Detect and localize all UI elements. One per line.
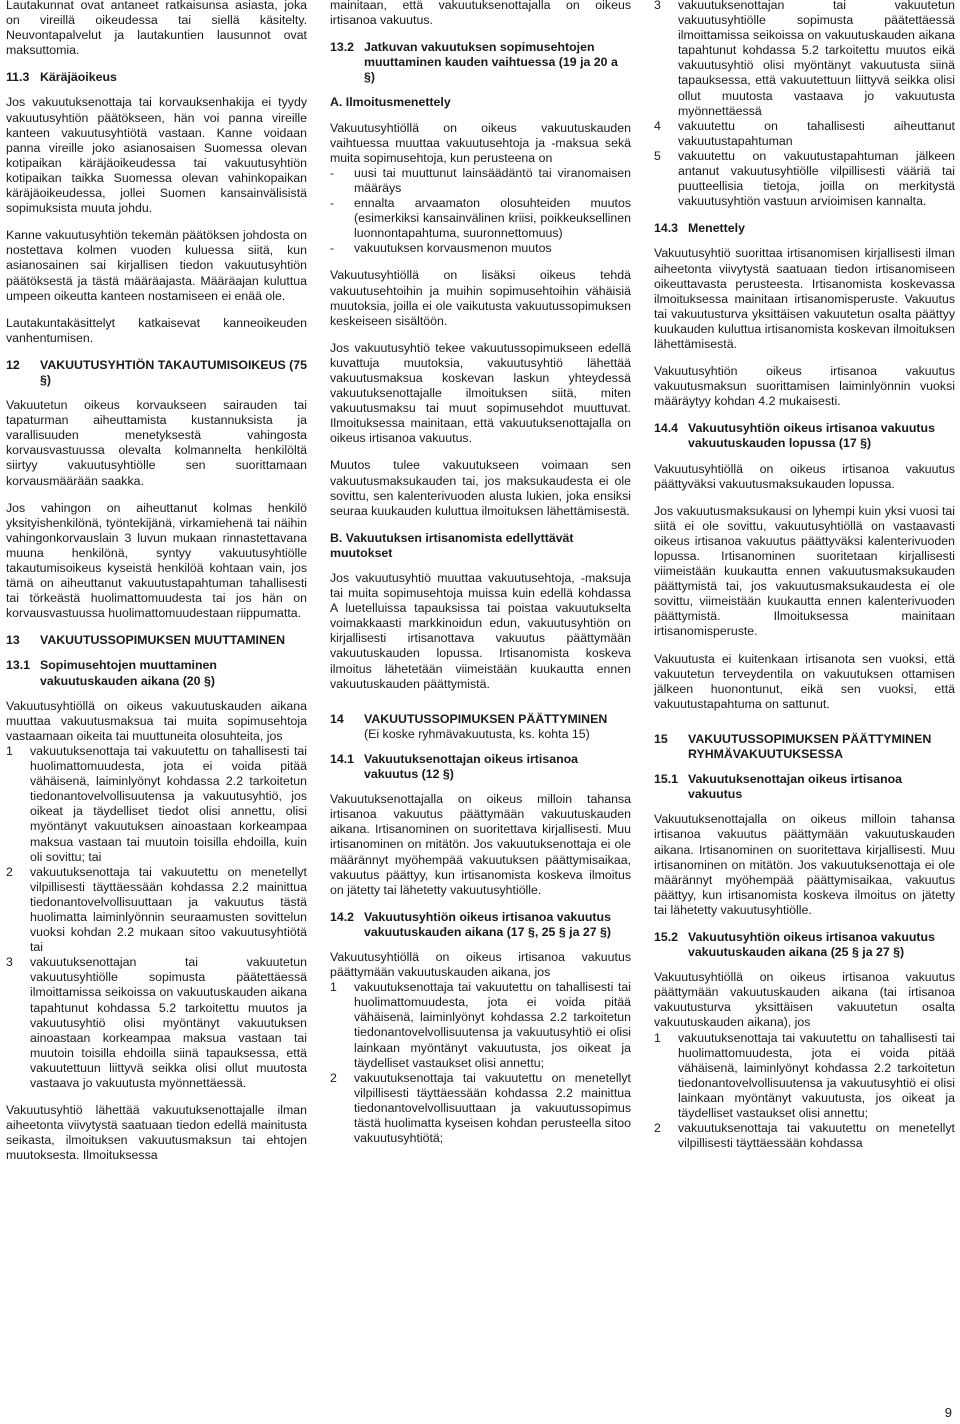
paragraph: Lautakunnat ovat antaneet ratkaisunsa asiasta, joka on vireillä oikeudessa tai siellä käsitelty. Neuvontapalvelut ja lautakuntien lausunnot ovat maksuttomia.	[6, 0, 307, 58]
section-number: 11.3	[6, 70, 30, 85]
section-number: 13.2	[330, 40, 355, 55]
section-title: Sopimusehtojen muuttaminen vakuutuskauden aikana (20 §)	[40, 658, 217, 688]
section-heading-13-1	[6, 658, 307, 688]
paragraph: Vakuutusyhtiöllä on oikeus vakuutuskauden vaihtuessa muuttaa vakuutusehtoja ja -maksua sekä muita sopimusehtoja, kun perusteena on	[330, 120, 631, 165]
paragraph: Vakuutusyhtiöllä on oikeus vakuutuskauden aikana muuttaa vakuutusmaksua tai muita sopimusehtoja vastaamaan oikeita tai muuttuneita olosuhteita, jos	[6, 698, 307, 743]
section-title: Vakuutusyhtiön oikeus irtisanoa vakuutus vakuutuskauden lopussa (17 §)	[688, 421, 935, 451]
paragraph: Vakuutusyhtiö lähettää vakuutuksenottajalle ilman aiheetonta viivytystä saatuaan tiedon edellä mainitusta seikasta, ilmoituksen vakuutusmaksun tai ehtojen muutoksesta. Ilmoituksessa	[6, 1103, 307, 1163]
list-item	[654, 119, 955, 149]
paragraph: Vakuutusyhtiöllä on oikeus irtisanoa vakuutus päättymään vakuutuskauden aikana, jos	[330, 949, 631, 980]
list-text: vakuutuksenottaja tai vakuutettu on tahallisesti tai huolimattomuudesta, jota ei voida pitää vähäisenä, laiminlyönyt kohdassa 2.2 tarkoitetun tiedonantovelvollisuutensa ja vakuutusyhtiö, jos oikeat ja täydelliset tiedot olisi annettu, olisi myöntänyt vakuutuksen ainoastaan korkeampaa maksua vastaan tai muutoin toisilla ehdoilla, kuin oli sovittu; tai	[30, 743, 307, 864]
list-text: vakuutettu on vakuutustapahtuman jälkeen antanut vakuutusyhtiölle vilpillisesti vääriä tai puutteellisia tietoja, joilla on merkitystä vakuutusyhtiön vastuun arvioimisen kannalta.	[678, 148, 955, 209]
list-item	[6, 865, 307, 956]
section-title: VAKUUTUSSOPIMUKSEN PÄÄTTYMINEN	[364, 711, 608, 726]
list-marker: 4	[654, 118, 661, 133]
list-item	[654, 1121, 955, 1151]
list-text: vakuutuksenottaja tai vakuutettu on tahallisesti tai huolimattomuudesta, jota ei voida pitää vähäisenä, laiminlyönyt kohdassa 2.2 tarkoitetun tiedonantovelvollisuutensa ja vakuutusyhtiö ei olisi lainkaan myöntänyt vakuutusta, jos oikeat ja täydelliset vastaukset olisi annettu;	[678, 1030, 955, 1120]
section-number: 12	[6, 357, 20, 372]
list-marker: -	[330, 165, 335, 180]
list-item	[330, 980, 631, 1071]
section-title: Käräjäoikeus	[40, 70, 117, 85]
section-number: 14	[330, 711, 344, 726]
paragraph: Jos vahingon on aiheuttanut kolmas henkilö yksityishenkilönä, työntekijänä, virkamiehenä tai näihin vahingonkorvauslain 3 luvun mukaan rinnastettavana muuna henkilönä, syntyy vakuutusyhtiölle takautumisoikeus kyseistä henkilöä kohtaan vain, jos tämä on aiheuttanut vakuutustapahtuman tahallisesti tai törkeästä huolimattomuudesta tai jos hän on korvausvastuussa huolimattomuudestaan riippumatta.	[6, 500, 307, 621]
list-text: vakuutuksenottaja tai vakuutettu on menetellyt vilpillisesti täyttäessään kohdassa 2.2 mainittua tiedonantovelvollisuuttaan ja vakuutus tästä huolimatta laiminlyönnin seuraamusten sovittelun vuoksi kohdan 2.2 mukaan sitoo vakuutusyhtiötä tai	[30, 864, 307, 955]
paragraph: Vakuutusyhtiöllä on oikeus irtisanoa vakuutus päättyväksi vakuutusmaksukauden lopussa.	[654, 461, 955, 491]
section-number: 14.2	[330, 909, 355, 924]
section-number: 14.3	[654, 221, 679, 236]
paragraph: Vakuutuksenottajalla on oikeus milloin tahansa irtisanoa vakuutus päättymään vakuutuskauden aikana. Irtisanominen on suoritettava kirjallisesti. Muu irtisanominen on mitätön. Jos vakuutuksenottaja ei ole määrännyt myöhempää vakuutuksen päättymisaikaa, vakuutus päättyy, kun irtisanomista koskeva ilmoitus on jätetty tai lähetetty vakuutusyhtiölle.	[330, 792, 631, 897]
paragraph: Jos vakuutusmaksukausi on lyhempi kuin yksi vuosi tai siitä ei ole sovittu, vakuutusyhtiöllä on vastaavasti oikeus irtisanoa vakuutus päättyväksi kalenterivuoden lopussa. Irtisanominen suoritetaan kirjallisesti viimeistään kuukautta ennen vakuutusmaksukauden päättymistä tai, jos vakuutusmaksukaudesta ei ole sovittu, viimeistään kuukautta ennen kalenterivuoden päättymistä. Ilmoituksessa mainitaan irtisanomisperuste.	[654, 503, 955, 639]
list-item	[330, 166, 631, 196]
section-number: 14.1	[330, 751, 355, 766]
column-1	[6, 0, 307, 1175]
section-title: VAKUUTUSSOPIMUKSEN PÄÄTTYMINEN RYHMÄVAKUUTUKSESSA	[688, 731, 932, 762]
section-title: VAKUUTUSYHTIÖN TAKAUTUMISOIKEUS (75 §)	[40, 357, 307, 387]
paragraph: mainitaan, että vakuutuksenottajalla on oikeus irtisanoa vakuutus.	[330, 0, 631, 28]
list-marker: 3	[6, 955, 13, 970]
section-heading-15-2	[654, 930, 955, 960]
list-text: vakuutuksenottaja tai vakuutettu on menetellyt vilpillisesti täyttäessään kohdassa 2.2 mainittua tiedonantovelvollisuuttaan ja vakuutussopimus tästä huolimatta kyseisen kohdan perusteella sitoo vakuutusyhtiötä;	[354, 1070, 631, 1146]
list-item	[330, 196, 631, 241]
list-marker: 2	[6, 864, 13, 879]
list-text: vakuutuksenottaja tai vakuutettu on menetellyt vilpillisesti täyttäessään kohdassa	[678, 1121, 955, 1151]
page-number: 9	[944, 1405, 952, 1420]
list-marker: 2	[330, 1070, 337, 1085]
section-heading-14-4	[654, 421, 955, 451]
section-number: 15	[654, 731, 668, 746]
numbered-list	[654, 0, 955, 209]
paragraph: Vakuutusyhtiö suorittaa irtisanomisen kirjallisesti ilman aiheetonta viivytystä saatuaan tiedon irtisanomiseen oikeuttavasta perusteesta. Irtisanomista koskevassa ilmoituksessa mainitaan irtisanomisperuste. Vakuutus tai vakuutusturva yksittäisen vakuutetun osalta päättyy kuukauden kuluttua irtisanomista koskevan ilmoituksen lähettämisestä.	[654, 246, 955, 351]
list-item	[330, 1071, 631, 1146]
list-marker: 5	[654, 148, 661, 163]
list-marker: 1	[6, 743, 13, 758]
numbered-list	[654, 1031, 955, 1152]
section-heading-15	[654, 732, 955, 762]
list-text: vakuutuksen korvausmenon muutos	[354, 241, 552, 256]
paragraph: Lautakuntakäsittelyt katkaisevat kanneoikeuden vanhentumisen.	[6, 315, 307, 345]
section-title: Vakuutusyhtiön oikeus irtisanoa vakuutus vakuutuskauden aikana (25 § ja 27 §)	[688, 929, 935, 960]
paragraph: Kanne vakuutusyhtiön tekemän päätöksen johdosta on nostettava kolmen vuoden kuluessa siitä, kun asianosainen sai kirjallisen tiedon vakuutusyhtiön päätöksestä ja tästä määräajasta. Määräajan kuluttua umpeen oikeutta kanteen nostamiseen ei enää ole.	[6, 228, 307, 303]
section-heading-14	[330, 712, 631, 742]
list-item	[6, 744, 307, 865]
section-number: 15.2	[654, 929, 679, 944]
list-item	[654, 0, 955, 119]
list-text: vakuutuksenottajan tai vakuutetun vakuutusyhtiölle sopimusta päätettäessä ilmoittamissa seikoissa on vakuutuskauden aikana tapahtunut kohdassa 5.2 tarkoitettu muutos eikä vakuutusyhtiö olisi myöntänyt vakuutusta siinä tapauksessa, että vakuutettuun liittyvä seikka olisi ollut muutosta vastaava jo vakuutusta myönnettäessä	[678, 0, 955, 118]
paragraph: Vakuutusyhtiön oikeus irtisanoa vakuutus vakuutusmaksun suorittamisen laiminlyönnin vuoksi määräytyy kohdan 4.2 mukaisesti.	[654, 364, 955, 409]
list-marker: 1	[654, 1030, 661, 1045]
column-3	[654, 0, 955, 1151]
list-item	[330, 241, 631, 256]
numbered-list	[6, 744, 307, 1091]
numbered-list	[330, 980, 631, 1146]
subheading-a: A. Ilmoitusmenettely	[330, 95, 451, 110]
section-heading-14-2	[330, 910, 631, 940]
section-heading-14-3	[654, 221, 955, 236]
section-title: Vakuutuksenottajan oikeus irtisanoa vakuutus	[688, 772, 903, 802]
list-text: vakuutettu on tahallisesti aiheuttanut vakuutustapahtuman	[678, 118, 955, 148]
section-number: 15.1	[654, 772, 679, 787]
section-title: Menettely	[688, 221, 745, 236]
section-title: Vakuutusyhtiön oikeus irtisanoa vakuutus vakuutuskauden aikana (17 §, 25 § ja 27 §)	[364, 909, 612, 939]
section-number: 13.1	[6, 658, 31, 673]
column-2	[330, 0, 631, 1146]
subheading-b: B. Vakuutuksen irtisanomista edellyttävät muutokset	[330, 530, 574, 560]
list-marker: 1	[330, 980, 337, 995]
paragraph: Vakuutusta ei kuitenkaan irtisanota sen vuoksi, että vakuutetun terveydentila on vakuutuksen ottamisen jälkeen huonontunut, eikä sen vuoksi, että vakuutustapahtuma on sattunut.	[654, 651, 955, 711]
section-heading-15-1	[654, 772, 955, 802]
section-number: 14.4	[654, 421, 679, 436]
section-heading-13	[6, 633, 307, 648]
section-heading-11-3	[6, 70, 307, 85]
list-marker: -	[330, 196, 335, 211]
paragraph: Vakuutusyhtiöllä on oikeus irtisanoa vakuutus päättymään vakuutuskauden aikana (tai irtisanoa vakuutusturva yksittäisen vakuutetun osalta vakuutuskauden aikana), jos	[654, 970, 955, 1030]
paragraph: Vakuutuksenottajalla on oikeus milloin tahansa irtisanoa vakuutus päättymään vakuutuskauden aikana. Irtisanominen on suoritettava kirjallisesti. Muu irtisanominen on mitätön. Jos vakuutuksenottaja ei ole määrännyt myöhempää päättymisaikaa, vakuutus päättyy, kun irtisanomista koskeva ilmoitus on jätetty tai lähetetty vakuutusyhtiölle.	[654, 812, 955, 917]
paragraph: Jos vakuutusyhtiö muuttaa vakuutusehtoja, -maksuja tai muita sopimusehtoja muissa kuin edellä kohdassa A luetelluissa tapauksissa tai poistaa vakuutukselta voimakkaasti markkinoidun edun, vakuutusyhtiön on kirjallisesti irtisanottava vakuutus päättymään vakuutuskauden lopussa. Irtisanomista koskeva ilmoitus lähetetään viimeistään kuukautta ennen vakuutuskauden päättymistä.	[330, 571, 631, 691]
list-item	[6, 955, 307, 1091]
list-marker: 2	[654, 1121, 661, 1136]
section-number: 13	[6, 633, 20, 648]
list-marker: -	[330, 241, 335, 256]
list-text: ennalta arvaamaton olosuhteiden muutos (esimerkiksi kansainvälinen kriisi, poikkeuksellinen luonnontapahtuma, suuronnettomuus)	[354, 196, 631, 241]
paragraph: Jos vakuutuksenottaja tai korvauksenhakija ei tyydy vakuutusyhtiön päätökseen, hän voi panna vireille kanteen vakuutusyhtiötä vastaan. Kanne voidaan panna vireille joko asianosaisen Suomessa olevan kotipaikan käräjäoikeudessa tai vakuutusyhtiön kotipaikan taikka Suomessa olevan vahinkopaikan käräjäoikeudessa, jollei Suomen kansainvälisistä sopimuksista muuta johdu.	[6, 95, 307, 216]
section-title-block	[364, 712, 631, 742]
list-text: vakuutuksenottajan tai vakuutetun vakuutusyhtiölle sopimusta päätettäessä ilmoittamissa seikoissa on vakuutuskauden aikana tapahtunut kohdassa 5.2 tarkoitettu muutos ja vakuutusyhtiö olisi myöntänyt vakuutuksen ainoastaan korkeampaa maksua vastaan tai muutoin toisilla ehdoilla siinä tapauksessa, että vakuutettuun liittyvä seikka olisi ollut muutosta vastaava jo vakuutusta myönnettäessä.	[30, 955, 307, 1090]
paragraph: Vakuutetun oikeus korvaukseen sairauden tai tapaturman aiheuttamista kustannuksista ja varallisuuden menetyksestä vahingosta korvausvastuussa olevalta kolmannelta henkilöltä siirtyy vakuutusyhtiölle sen suorittamaan korvausmäärään saakka.	[6, 398, 307, 488]
section-note: (Ei koske ryhmävakuutusta, ks. kohta 15)	[364, 726, 590, 741]
paragraph: Vakuutusyhtiöllä on lisäksi oikeus tehdä vakuutusehtoihin ja muihin sopimusehtoihin vähäisiä muutoksia, joilla ei ole vaikutusta vakuutussopimuksen keskeiseen sisältöön.	[330, 268, 631, 328]
dash-list	[330, 166, 631, 257]
list-text: uusi tai muuttunut lainsäädäntö tai viranomaisen määräys	[354, 165, 631, 195]
section-heading-12	[6, 358, 307, 388]
paragraph: Jos vakuutusyhtiö tekee vakuutussopimukseen edellä kuvattuja muutoksia, vakuutusyhtiö lähettää vakuutusmaksua koskevan laskun yhteydessä vakuutuksenottajalle ilmoituksen siitä, miten vakuutusmaksu tai muut sopimusehdot muuttuvat. Ilmoituksessa mainitaan, että vakuutuksenottajalla on oikeus irtisanoa vakuutus.	[330, 340, 631, 446]
section-heading-14-1	[330, 752, 631, 782]
section-title: VAKUUTUSSOPIMUKSEN MUUTTAMINEN	[40, 633, 286, 648]
section-title: Vakuutuksenottajan oikeus irtisanoa vakuutus (12 §)	[364, 751, 579, 782]
section-heading-13-2	[330, 40, 631, 85]
list-marker: 3	[654, 0, 661, 12]
list-text: vakuutuksenottaja tai vakuutettu on tahallisesti tai huolimattomuudesta, jota ei voida pitää vähäisenä, laiminlyönyt kohdassa 2.2 tarkoitetun tiedonantovelvollisuutensa ja vakuutusyhtiö ei olisi lainkaan myöntänyt vakuutusta, jos oikeat ja täydelliset vastaukset olisi annettu;	[354, 980, 631, 1070]
list-item	[654, 1031, 955, 1122]
paragraph: Muutos tulee vakuutukseen voimaan sen vakuutusmaksukauden tai, jos maksukaudesta ei ole sovittu, sen kalenterivuoden alusta lukien, joka ensiksi seuraa kuukauden kuluttua ilmoituksen lähettämisestä.	[330, 458, 631, 518]
list-item	[654, 149, 955, 209]
section-title: Jatkuvan vakuutuksen sopimusehtojen muuttaminen kauden vaihtuessa (19 ja 20 a §)	[364, 40, 618, 85]
